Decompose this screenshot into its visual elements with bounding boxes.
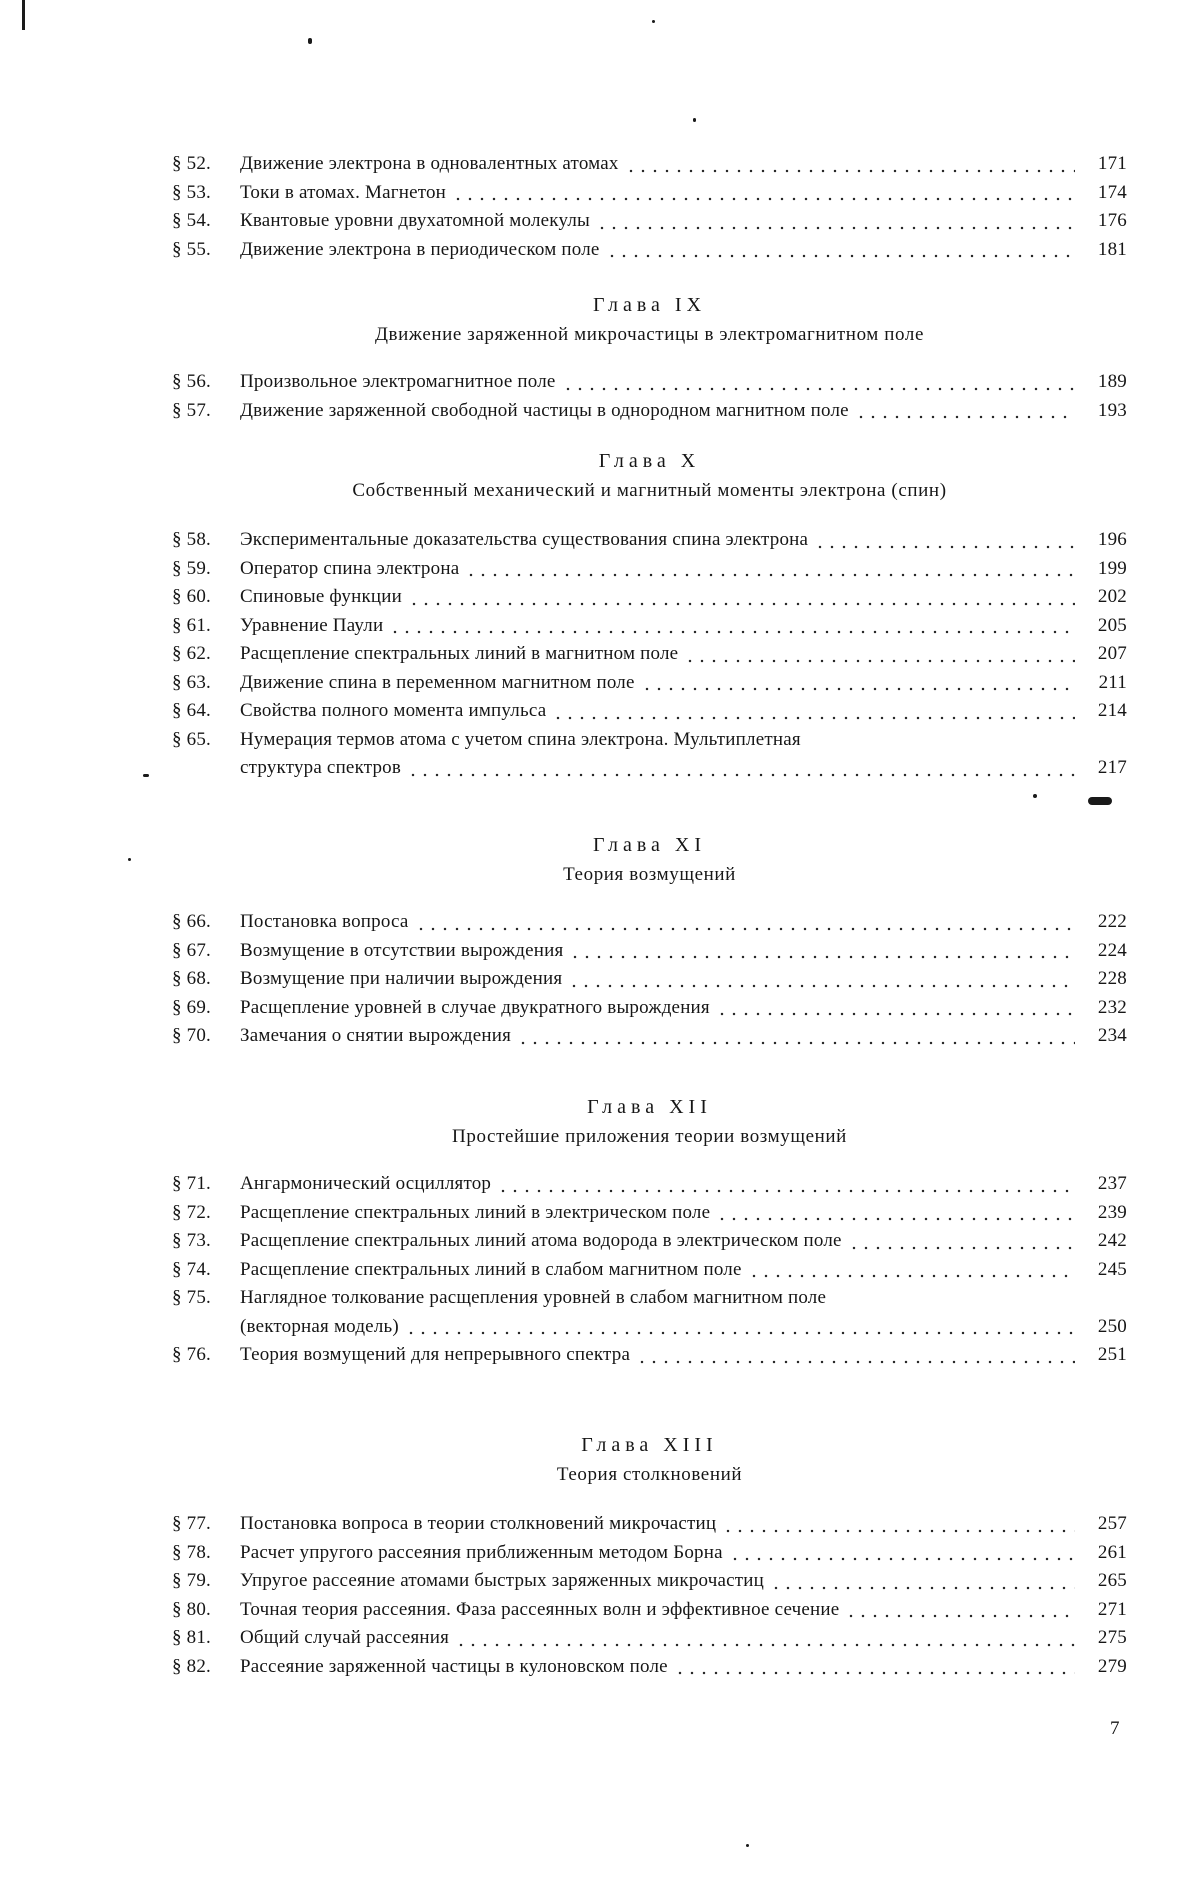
chapter-label: Глава XIII (581, 1434, 718, 1456)
entry-number: § 61. (172, 614, 211, 636)
toc-entry[interactable] (172, 1341, 1127, 1370)
entry-title: Расщепление спектральных линий атома водорода в электрическом поле (240, 1230, 842, 1251)
entry-title-continued: структура спектров (240, 757, 402, 778)
entry-page: 234 (1097, 1025, 1127, 1046)
entry-title: Оператор спина электрона (240, 557, 460, 579)
dot-leader (465, 573, 1075, 577)
entry-number: § 82. (172, 1655, 211, 1677)
chapter-title: Простейшие приложения теории возмущений (452, 1126, 847, 1147)
entry-number: § 57. (172, 399, 211, 421)
entry-title: Расщепление спектральных линий в слабом магнитном поле (240, 1258, 742, 1280)
entry-number: § 67. (172, 939, 211, 961)
dot-leader (415, 927, 1075, 931)
toc-section-chapter-12 (172, 1170, 1127, 1370)
chapter-heading (172, 446, 1127, 506)
toc-entry[interactable] (172, 726, 1127, 783)
scan-speck (128, 858, 131, 861)
dot-leader (596, 226, 1075, 230)
entry-page: 242 (1097, 1230, 1127, 1251)
chapter-title: Движение заряженной микрочастицы в электромагнитном поле (374, 324, 925, 345)
dot-leader (405, 1331, 1075, 1335)
entry-page: 181 (1097, 238, 1127, 260)
entry-page: 174 (1097, 181, 1127, 203)
scan-speck (1088, 797, 1112, 805)
entry-page: 275 (1097, 1627, 1127, 1648)
toc-entry[interactable] (172, 1199, 1127, 1228)
entry-page: 205 (1097, 614, 1127, 636)
entry-page: 239 (1097, 1201, 1127, 1223)
entry-page: 214 (1097, 700, 1127, 721)
entry-title-continued: (векторная модель) (240, 1315, 399, 1337)
toc-entry[interactable] (172, 1227, 1127, 1256)
toc-entry[interactable] (172, 1624, 1127, 1653)
entry-page: 207 (1097, 643, 1127, 664)
toc-section-chapter-9 (172, 368, 1127, 425)
toc-entry[interactable] (172, 937, 1127, 966)
entry-number: § 60. (172, 586, 211, 607)
dot-leader (568, 984, 1075, 988)
entry-page: 228 (1097, 968, 1127, 989)
dot-leader (641, 687, 1075, 691)
toc-entry[interactable] (172, 397, 1127, 426)
entry-number: § 53. (172, 181, 211, 203)
entry-page: 224 (1097, 939, 1127, 961)
entry-title: Теория возмущений для непрерывного спектра (240, 1344, 631, 1365)
entry-page: 279 (1097, 1655, 1127, 1677)
entry-number: § 73. (172, 1230, 211, 1251)
chapter-heading (172, 1430, 1127, 1490)
dot-leader (408, 602, 1075, 606)
toc-entry[interactable] (172, 207, 1127, 236)
entry-page: 171 (1097, 153, 1127, 174)
dot-leader (606, 254, 1075, 258)
entry-title: Возмущение в отсутствии вырождения (240, 939, 564, 961)
entry-number: § 74. (172, 1258, 211, 1280)
toc-section-chapter-13 (172, 1510, 1127, 1681)
dot-leader (517, 1041, 1075, 1045)
dot-leader (748, 1274, 1075, 1278)
entry-page: 257 (1097, 1513, 1127, 1534)
dot-leader (636, 1360, 1075, 1364)
scan-speck (693, 118, 696, 122)
entry-page: 237 (1097, 1173, 1127, 1194)
entry-title: Расщепление спектральных линий в магнитном поле (240, 643, 679, 664)
entry-title: Точная теория рассеяния. Фаза рассеянных волн и эффективное сечение (240, 1598, 840, 1620)
dot-leader (729, 1557, 1075, 1561)
scan-speck (652, 20, 655, 23)
entry-title: Движение спина в переменном магнитном поле (240, 671, 635, 693)
entry-title: Расщепление спектральных линий в электрическом поле (240, 1201, 711, 1223)
entry-title: Общий случай рассеяния (240, 1627, 450, 1648)
chapter-label: Глава X (598, 450, 701, 472)
toc-entry[interactable] (172, 236, 1127, 265)
entry-number: § 55. (172, 238, 211, 260)
toc-entry[interactable] (172, 1596, 1127, 1625)
toc-entry[interactable] (172, 179, 1127, 208)
dot-leader (674, 1671, 1075, 1675)
entry-page: 217 (1097, 757, 1127, 778)
entry-page: 271 (1097, 1598, 1127, 1620)
entry-title: Свойства полного момента импульса (240, 700, 547, 721)
entry-page: 196 (1097, 529, 1127, 550)
entry-number: § 65. (172, 728, 211, 750)
entry-number: § 78. (172, 1541, 211, 1563)
chapter-title: Теория столкновений (556, 1464, 743, 1485)
entry-number: § 64. (172, 700, 211, 721)
entry-title: Постановка вопроса (240, 911, 409, 932)
entry-title: Расщепление уровней в случае двукратного вырождения (240, 996, 710, 1018)
toc-entry[interactable] (172, 1510, 1127, 1539)
entry-number: § 81. (172, 1627, 211, 1648)
entry-number: § 56. (172, 371, 211, 392)
toc-entry[interactable] (172, 1256, 1127, 1285)
entry-number: § 58. (172, 529, 211, 550)
entry-number: § 69. (172, 996, 211, 1018)
scan-speck (143, 774, 149, 777)
entry-page: 199 (1097, 557, 1127, 579)
toc-entry[interactable] (172, 1567, 1127, 1596)
entry-title: Наглядное толкование расщепления уровней в слабом магнитном поле (240, 1287, 827, 1308)
toc-entry[interactable] (172, 994, 1127, 1023)
entry-title: Экспериментальные доказательства существования спина электрона (240, 529, 809, 550)
entry-title: Нумерация термов атома с учетом спина электрона. Мультиплетная (240, 728, 801, 750)
entry-title: Произвольное электромагнитное поле (240, 371, 556, 392)
entry-title: Спиновые функции (240, 586, 403, 607)
toc-entry[interactable] (172, 1539, 1127, 1568)
toc-entry[interactable] (172, 150, 1127, 179)
dot-leader (684, 659, 1075, 663)
toc-entry[interactable] (172, 669, 1127, 698)
entry-title: Движение заряженной свободной частицы в однородном магнитном поле (240, 399, 849, 421)
entry-page: 250 (1097, 1315, 1127, 1337)
entry-page: 245 (1097, 1258, 1127, 1280)
toc-entry[interactable] (172, 1170, 1127, 1199)
toc-entry[interactable] (172, 1653, 1127, 1682)
toc-section-chapter-11 (172, 908, 1127, 1051)
entry-title: Уравнение Паули (240, 614, 384, 636)
dot-leader (562, 387, 1075, 391)
scan-speck (746, 1844, 749, 1847)
chapter-label: Глава IX (592, 294, 707, 316)
entry-page: 193 (1097, 399, 1127, 421)
entry-title: Замечания о снятии вырождения (240, 1025, 512, 1046)
toc-entry[interactable] (172, 965, 1127, 994)
toc-entry[interactable] (172, 368, 1127, 397)
entry-title: Токи в атомах. Магнетон (240, 181, 447, 203)
entry-title: Ангармонический осциллятор (240, 1173, 492, 1194)
entry-number: § 59. (172, 557, 211, 579)
dot-leader (716, 1012, 1075, 1016)
entry-page: 222 (1097, 911, 1127, 932)
toc-entry[interactable] (172, 555, 1127, 584)
entry-title: Движение электрона в периодическом поле (240, 238, 600, 260)
entry-number: § 70. (172, 1025, 211, 1046)
chapter-heading (172, 290, 1127, 350)
entry-page: 202 (1097, 586, 1127, 607)
toc-entry[interactable] (172, 1284, 1127, 1341)
toc-entry[interactable] (172, 583, 1127, 612)
dot-leader (389, 630, 1075, 634)
dot-leader (770, 1586, 1075, 1590)
scan-edge-mark (22, 0, 25, 30)
dot-leader (814, 545, 1075, 549)
dot-leader (625, 169, 1075, 173)
entry-number: § 77. (172, 1513, 211, 1534)
toc-section-chapter-10 (172, 526, 1127, 783)
dot-leader (497, 1189, 1075, 1193)
entry-number: § 76. (172, 1344, 211, 1365)
entry-page: 189 (1097, 371, 1127, 392)
entry-page: 265 (1097, 1570, 1127, 1591)
entry-title: Постановка вопроса в теории столкновений микрочастиц (240, 1513, 717, 1534)
dot-leader (455, 1643, 1075, 1647)
page-number: 7 (1110, 1718, 1120, 1739)
entry-title: Расчет упругого рассеяния приближенным методом Борна (240, 1541, 723, 1563)
entry-page: 261 (1097, 1541, 1127, 1563)
entry-title: Квантовые уровни двухатомной молекулы (240, 210, 590, 231)
chapter-label: Глава XII (587, 1096, 712, 1118)
entry-number: § 62. (172, 643, 211, 664)
entry-number: § 68. (172, 968, 211, 989)
dot-leader (848, 1246, 1075, 1250)
entry-number: § 75. (172, 1287, 211, 1308)
entry-title: Движение электрона в одновалентных атомах (240, 153, 619, 174)
entry-title: Рассеяние заряженной частицы в кулоновском поле (240, 1655, 668, 1677)
scan-speck (1033, 794, 1037, 798)
chapter-heading (172, 830, 1127, 890)
entry-number: § 72. (172, 1201, 211, 1223)
dot-leader (716, 1217, 1075, 1221)
entry-page: 232 (1097, 996, 1127, 1018)
toc-entry[interactable] (172, 697, 1127, 726)
entry-number: § 71. (172, 1173, 211, 1194)
entry-page: 251 (1097, 1344, 1127, 1365)
dot-leader (552, 716, 1075, 720)
entry-number: § 54. (172, 210, 211, 231)
chapter-title: Собственный механический и магнитный моменты электрона (спин) (352, 480, 947, 501)
dot-leader (407, 773, 1075, 777)
entry-number: § 66. (172, 911, 211, 932)
toc-entry[interactable] (172, 612, 1127, 641)
toc-entry[interactable] (172, 640, 1127, 669)
entry-number: § 79. (172, 1570, 211, 1591)
entry-page: 176 (1097, 210, 1127, 231)
chapter-heading (172, 1092, 1127, 1152)
dot-leader (855, 415, 1075, 419)
entry-title: Возмущение при наличии вырождения (240, 968, 563, 989)
entry-number: § 80. (172, 1598, 211, 1620)
entry-page: 211 (1098, 671, 1127, 693)
entry-number: § 63. (172, 671, 211, 693)
toc-entry[interactable] (172, 526, 1127, 555)
entry-title: Упругое рассеяние атомами быстрых заряженных микрочастиц (240, 1570, 765, 1591)
scan-speck (308, 38, 312, 44)
toc-entry[interactable] (172, 908, 1127, 937)
toc-section-continuation (172, 150, 1127, 264)
dot-leader (569, 955, 1075, 959)
chapter-title: Теория возмущений (563, 864, 736, 885)
dot-leader (722, 1529, 1075, 1533)
dot-leader (845, 1614, 1075, 1618)
chapter-label: Глава XI (592, 834, 707, 856)
toc-entry[interactable] (172, 1022, 1127, 1051)
entry-number: § 52. (172, 153, 211, 174)
dot-leader (452, 197, 1075, 201)
